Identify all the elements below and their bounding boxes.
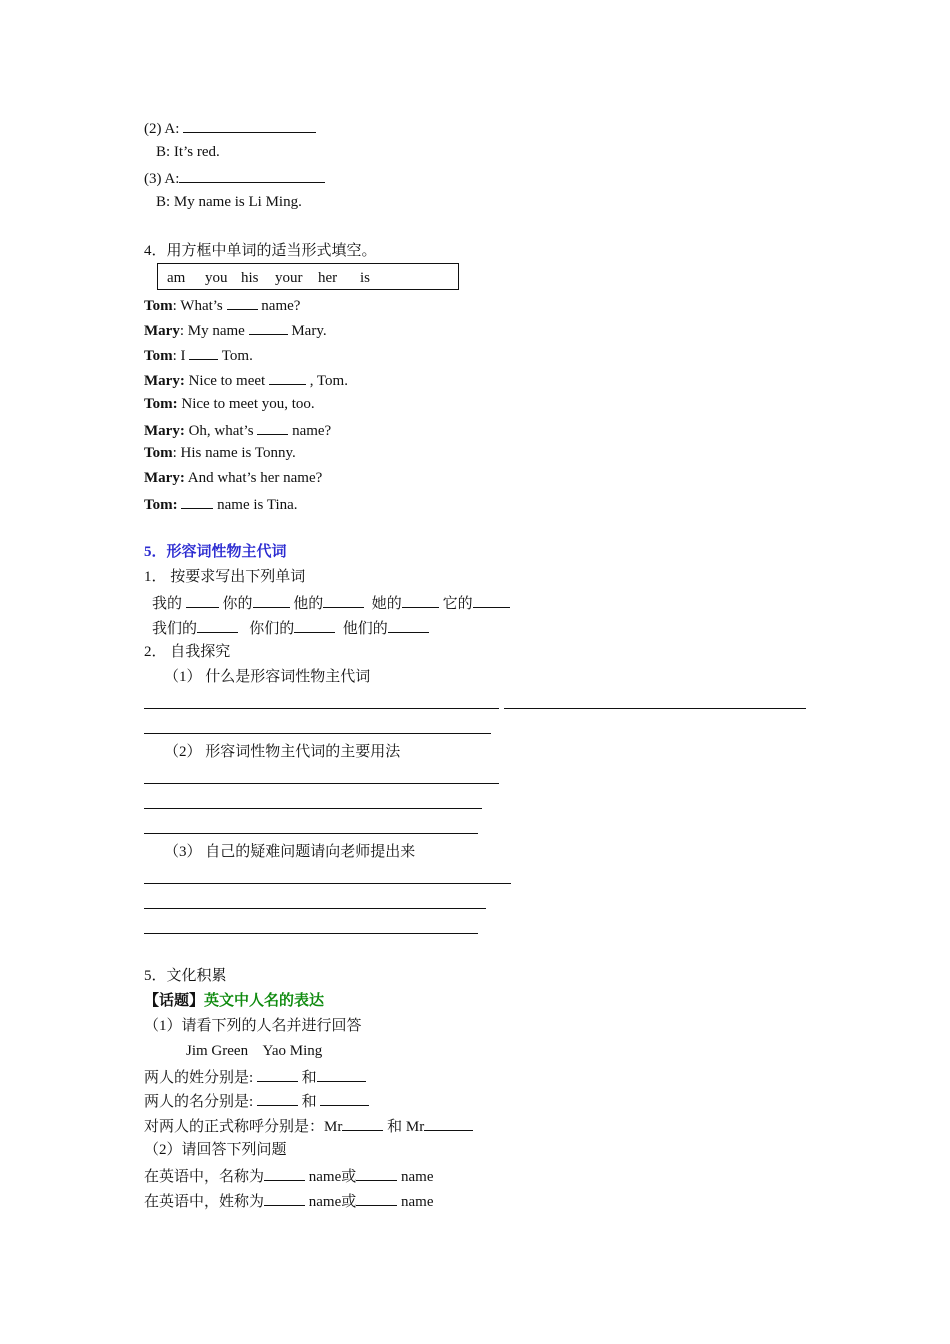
q5-sub1: 1． 按要求写出下列单词 xyxy=(144,569,306,585)
answer-blank[interactable] xyxy=(189,347,218,360)
dialogue-line: Tom: I Tom. xyxy=(144,348,253,364)
answer-blank[interactable] xyxy=(227,297,258,310)
writing-line[interactable] xyxy=(144,883,511,884)
writing-line[interactable] xyxy=(144,908,486,909)
dialogue-line: Tom: What’s name? xyxy=(144,298,301,314)
q4-title: 4．用方框中单词的适当形式填空。 xyxy=(144,243,377,259)
dialogue-line: Mary: And what’s her name? xyxy=(144,470,323,486)
example-names: Jim Green Yao Ming xyxy=(186,1043,323,1059)
writing-line[interactable] xyxy=(144,808,482,809)
answer-blank[interactable] xyxy=(249,322,288,335)
q3-line3-b: B: My name is Li Ming. xyxy=(156,194,302,210)
pronoun-row-1: 我的 你的 他的 她的 它的 xyxy=(152,595,510,612)
answer-blank[interactable] xyxy=(257,422,288,435)
surname-question: 两人的姓分别是: 和 xyxy=(144,1069,366,1086)
dialogue-line: Mary: Oh, what’s name? xyxy=(144,423,332,439)
answer-blank[interactable] xyxy=(320,1093,369,1106)
writing-line[interactable] xyxy=(504,708,806,709)
writing-line[interactable] xyxy=(144,783,499,784)
q5-prompt-2: （2） 形容词性物主代词的主要用法 xyxy=(164,744,401,760)
answer-blank[interactable] xyxy=(317,1069,366,1082)
culture-sub1: （1）请看下列的人名并进行回答 xyxy=(144,1018,362,1034)
answer-blank[interactable] xyxy=(183,120,316,133)
answer-blank[interactable] xyxy=(323,595,364,608)
answer-blank[interactable] xyxy=(257,1069,298,1082)
dialogue-line: Mary: Nice to meet , Tom. xyxy=(144,373,348,389)
pronoun-row-2: 我们的 你们的 他们的 xyxy=(152,620,429,637)
answer-blank[interactable] xyxy=(264,1168,305,1181)
word-box-item: her xyxy=(318,270,338,286)
q5-prompt-3: （3） 自己的疑难问题请向老师提出来 xyxy=(164,844,416,860)
word-box-item: is xyxy=(360,270,371,286)
dialogue-line: Mary: My name Mary. xyxy=(144,323,327,339)
answer-blank[interactable] xyxy=(197,620,238,633)
writing-line[interactable] xyxy=(144,708,499,709)
dialogue-line: Tom: Nice to meet you, too. xyxy=(144,396,315,412)
q5-prompt-1: （1） 什么是形容词性物主代词 xyxy=(164,669,371,685)
q3-line2-a: (2) A: xyxy=(144,120,316,137)
first-name-question: 在英语中，名称为 name或 name xyxy=(144,1169,434,1185)
word-box xyxy=(157,263,459,290)
formal-address-question: 对两人的正式称呼分别是：Mr 和 Mr xyxy=(144,1118,473,1135)
answer-blank[interactable] xyxy=(424,1118,473,1131)
dialogue-line: Tom: His name is Tonny. xyxy=(144,445,296,461)
word-box-item: his xyxy=(241,270,259,286)
writing-line[interactable] xyxy=(144,833,478,834)
topic-heading: 【话题】英文中人名的表达 xyxy=(144,993,325,1009)
answer-blank[interactable] xyxy=(402,595,439,608)
answer-blank[interactable] xyxy=(269,372,306,385)
answer-blank[interactable] xyxy=(342,1118,383,1131)
culture-title: 5．文化积累 xyxy=(144,968,227,984)
word-box-item: am xyxy=(167,270,186,286)
word-box-item: your xyxy=(275,270,303,286)
answer-blank[interactable] xyxy=(264,1193,305,1206)
culture-sub2: （2）请回答下列问题 xyxy=(144,1142,287,1158)
given-name-question: 两人的名分别是: 和 xyxy=(144,1093,369,1110)
q5-heading: 5．形容词性物主代词 xyxy=(144,544,287,560)
writing-line[interactable] xyxy=(144,733,491,734)
writing-line[interactable] xyxy=(144,933,478,934)
answer-blank[interactable] xyxy=(473,595,510,608)
answer-blank[interactable] xyxy=(179,170,325,183)
answer-blank[interactable] xyxy=(253,595,290,608)
q3-line3-a: (3) A: xyxy=(144,170,325,187)
answer-blank[interactable] xyxy=(294,620,335,633)
word-box-item: you xyxy=(205,270,228,286)
q5-sub2: 2． 自我探究 xyxy=(144,644,231,660)
answer-blank[interactable] xyxy=(257,1093,298,1106)
last-name-question: 在英语中，姓称为 name或 name xyxy=(144,1194,434,1210)
dialogue-line: Tom: name is Tina. xyxy=(144,497,298,513)
answer-blank[interactable] xyxy=(356,1193,397,1206)
answer-blank[interactable] xyxy=(356,1168,397,1181)
answer-blank[interactable] xyxy=(181,496,213,509)
answer-blank[interactable] xyxy=(186,595,219,608)
q3-line2-b: B: It’s red. xyxy=(156,144,220,160)
answer-blank[interactable] xyxy=(388,620,429,633)
